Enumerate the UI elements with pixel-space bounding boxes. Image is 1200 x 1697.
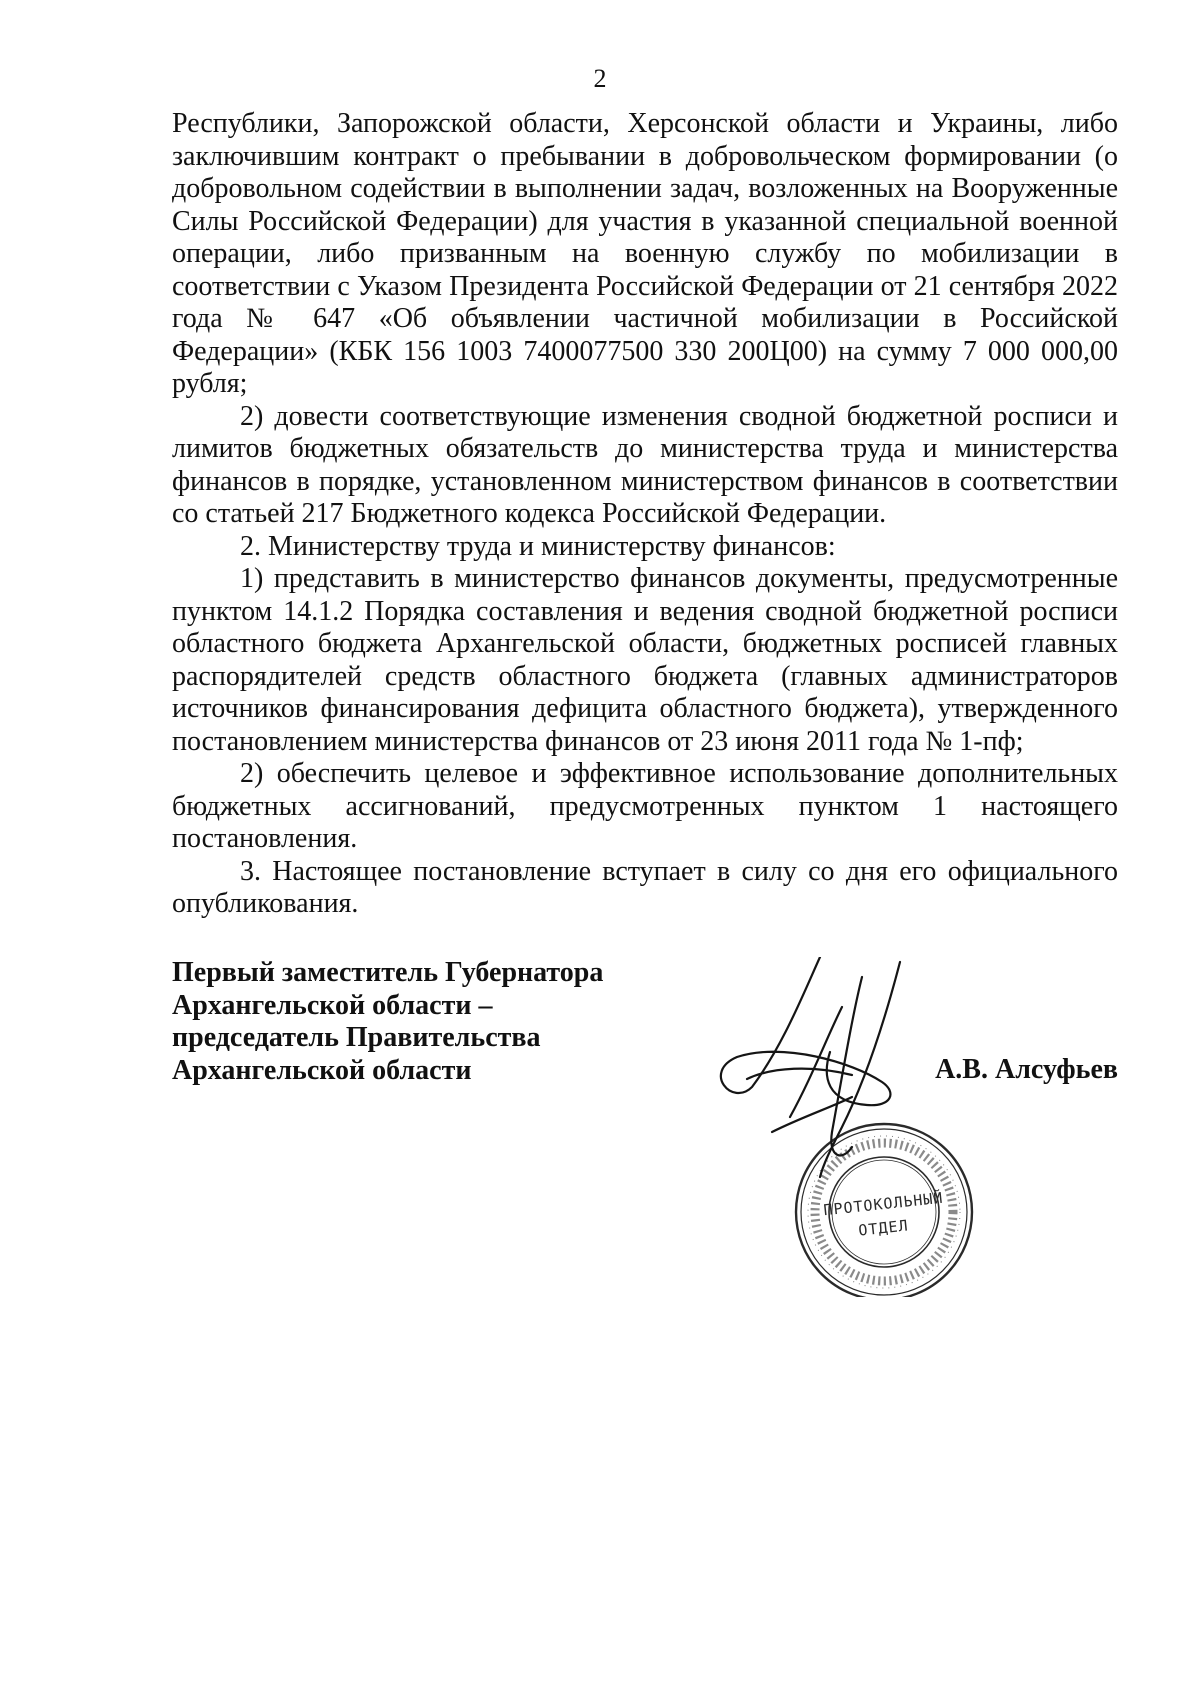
signature-and-stamp (652, 957, 1072, 1297)
page-number: 2 (593, 64, 607, 93)
paragraph-section-2: 2. Министерству труда и министерству финансов: (240, 530, 836, 562)
paragraph-section-3: 3. Настоящее постановление вступает в силу со дня его официального опубликования. (172, 855, 1118, 919)
signer-title-line: Первый заместитель Губернатора (172, 957, 604, 988)
paragraph-item-2-budget-changes: 2) довести соответствующие изменения сводной бюджетной росписи и лимитов бюджетных обязательств до министерства труда и министерства финансов в порядке, установленном министерством финансов в соответствии со статьей 217 Бюджетного кодекса Российской Федерации. (172, 400, 1118, 529)
paragraph-item-1-documents: 1) представить в министерство финансов документы, предусмотренные пунктом 14.1.2 Порядка составления и ведения сводной бюджетной росписи областного бюджета Архангельской области, бюджетных росписей главных распорядителей средств областного бюджета (главных администраторов источников финансирования дефицита областного бюджета), утвержденного постановлением министерства финансов от 23 июня 2011 года № 1-пф; (172, 563, 1118, 757)
signer-title-line: Архангельской области – (172, 989, 493, 1021)
stamp-center-line-2: ОТДЕЛ (857, 1216, 910, 1240)
stamp-center-line-1: ПРОТОКОЛЬНЫЙ (822, 1188, 945, 1220)
signer-name: А.В. Алсуфьев (935, 1054, 1118, 1085)
official-stamp (796, 1124, 972, 1297)
signer-title-line: Архангельской области (172, 1054, 472, 1086)
paragraph-item-2-targeted-use: 2) обеспечить целевое и эффективное использование дополнительных бюджетных ассигнований, предусмотренных пунктом 1 настоящего постановления. (172, 758, 1118, 854)
signature-block (172, 957, 1118, 1297)
signer-title-line: председатель Правительства (172, 1022, 541, 1053)
document-body (172, 108, 1118, 921)
signer-title (172, 957, 603, 1087)
paragraph-continuation: Республики, Запорожской области, Херсонской области и Украины, либо заключившим контракт о пребывании в добровольческом формировании (о добровольном содействии в выполнении задач, возложенных на Вооруженные Силы Российской Федерации) для участия в указанной специальной военной операции, либо призванным на военную службу по мобилизации в соответствии с Указом Президента Российской Федерации от 21 сентября 2022 года № 647 «Об объявлении частичной мобилизации в Российской Федерации» (КБК 156 1003 7400077500 330 200Ц00) на сумму 7 000 000,00 рубля; (172, 108, 1118, 399)
